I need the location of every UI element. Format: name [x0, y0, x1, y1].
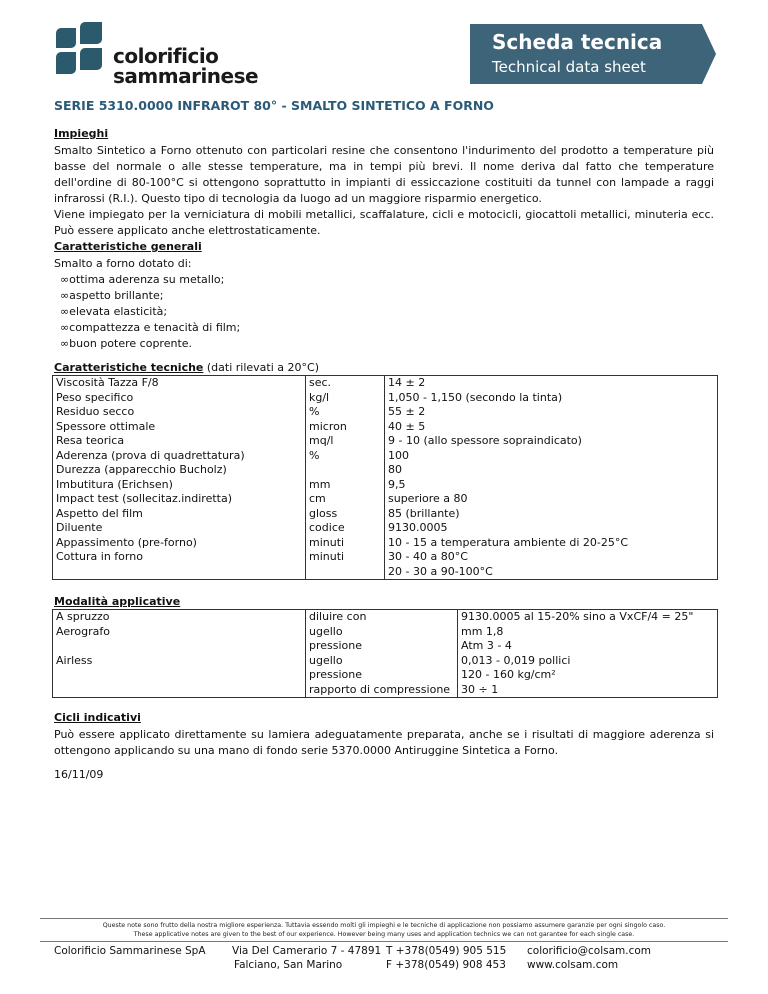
setting-value: 0,013 - 0,019 pollici: [461, 653, 571, 667]
logo-mark: [56, 52, 76, 74]
generali-heading: Caratteristiche generali: [54, 240, 202, 253]
param-value: 9 - 10 (allo spessore sopraindicato): [388, 434, 582, 447]
param-name: Aderenza (prova di quadrettatura): [56, 448, 245, 462]
param-value: 9130.0005: [388, 521, 448, 534]
series-title: SERIE 5310.0000 INFRAROT 80° - SMALTO SINTETICO A FORNO: [54, 98, 494, 113]
fax-number: F +378(0549) 908 453: [386, 959, 506, 971]
param-unit: %: [309, 448, 320, 462]
logo-line1: colorificio: [113, 44, 219, 68]
param-unit: [309, 463, 381, 478]
param-name: Imbutitura (Erichsen): [56, 477, 173, 491]
param-unit: cm: [309, 492, 326, 505]
bullet-text: buon potere coprente.: [69, 337, 193, 350]
param-unit: kg/l: [309, 390, 330, 404]
param-name: Diluente: [56, 521, 103, 534]
bullet-text: compattezza e tenacità di film;: [69, 321, 241, 334]
param-unit: gloss: [309, 506, 338, 520]
setting-name: pressione: [309, 639, 363, 652]
param-unit: mq/l: [309, 434, 334, 447]
setting-value: 120 - 160 kg/cm²: [461, 668, 556, 681]
tecniche-note: (dati rilevati a 20°C): [203, 361, 319, 374]
setting-name: ugello: [309, 624, 343, 638]
param-value: 80: [388, 463, 402, 476]
setting-value: Atm 3 - 4: [461, 639, 512, 652]
applicative-table: [52, 609, 718, 698]
param-name: Durezza (apparecchio Bucholz): [56, 463, 227, 476]
logo-mark: [80, 22, 102, 44]
method-name: [56, 639, 302, 654]
cicli-text: Può essere applicato direttamente su lamiera adeguatamente preparata, anche se i risultati di maggiore aderenza si ottengono applicando su una mano di fondo serie 5370.0000 Antiruggine Sintetica a Forno.: [54, 728, 714, 757]
setting-name: rapporto di compressione: [309, 682, 451, 696]
param-unit: %: [309, 405, 320, 418]
param-value: 1,050 - 1,150 (secondo la tinta): [388, 390, 563, 404]
bullet-text: aspetto brillante;: [69, 289, 164, 302]
tecniche-heading-line: [54, 361, 319, 374]
bullet-text: ottima aderenza su metallo;: [69, 273, 225, 286]
param-name: Appassimento (pre-forno): [56, 535, 197, 549]
param-value: 20 - 30 a 90-100°C: [388, 564, 493, 578]
logo-line2: sammarinese: [113, 64, 259, 88]
applicative-heading: Modalità applicative: [54, 595, 181, 608]
generali-list: [54, 272, 240, 352]
tecniche-heading: Caratteristiche tecniche: [54, 361, 204, 374]
setting-name: diluire con: [309, 610, 367, 623]
param-name: Cottura in forno: [56, 550, 143, 563]
param-name: Viscosità Tazza F/8: [56, 376, 159, 389]
unit-column: [306, 376, 385, 580]
list-item: ∞buon potere coprente.: [60, 337, 193, 350]
cicli-heading: Cicli indicativi: [54, 711, 141, 724]
impieghi-heading: Impieghi: [54, 127, 109, 140]
address-line2: Falciano, San Marino: [234, 959, 343, 971]
phone-number: T +378(0549) 905 515: [386, 945, 507, 957]
setting-name: ugello: [309, 653, 343, 667]
param-name: Resa teorica: [56, 434, 125, 447]
param-name: Residuo secco: [56, 405, 135, 418]
banner-title: Scheda tecnica: [492, 30, 663, 54]
param-unit: minuti: [309, 550, 345, 563]
param-unit: sec.: [309, 376, 332, 389]
param-value: 100: [388, 448, 409, 462]
list-item: ∞aspetto brillante;: [60, 289, 164, 302]
setting-value: 30 ÷ 1: [461, 682, 499, 696]
param-value: 14 ± 2: [388, 376, 426, 389]
param-name: Spessore ottimale: [56, 419, 156, 433]
param-value: 40 ± 5: [388, 419, 426, 433]
list-item: ∞ottima aderenza su metallo;: [60, 273, 225, 286]
method-name: A spruzzo: [56, 610, 110, 623]
param-value: 55 ± 2: [388, 405, 426, 418]
method-name: [56, 668, 302, 683]
generali-intro: Smalto a forno dotato di:: [54, 257, 192, 270]
param-name: Impact test (sollecitaz.indiretta): [56, 492, 232, 505]
setting-value: 9130.0005 al 15-20% sino a VxCF/4 = 25": [461, 610, 694, 623]
setting-column: [306, 610, 458, 698]
method-column: [53, 610, 306, 698]
setting-value: mm 1,8: [461, 624, 504, 638]
list-item: ∞elevata elasticità;: [60, 305, 168, 318]
setting-name: pressione: [309, 668, 363, 681]
param-value: 10 - 15 a temperatura ambiente di 20-25°C: [388, 535, 629, 549]
method-name: Airless: [56, 653, 93, 667]
param-unit: minuti: [309, 535, 345, 549]
footer-address: [232, 944, 381, 972]
param-name: Aspetto del film: [56, 506, 143, 520]
website-link[interactable]: www.colsam.com: [527, 959, 619, 971]
method-name: Aerografo: [56, 624, 110, 638]
footer-contacts: [386, 944, 506, 972]
logo-mark: [80, 48, 102, 70]
email-link[interactable]: colorificio@colsam.com: [527, 945, 652, 957]
param-value: 85 (brillante): [388, 506, 460, 520]
table-row: [53, 610, 718, 698]
param-unit: codice: [309, 521, 345, 534]
param-column: [53, 376, 306, 580]
footer-company: Colorificio Sammarinese SpA: [54, 945, 206, 957]
table-row: [53, 376, 718, 580]
footer-online: [527, 944, 651, 972]
param-unit: micron: [309, 419, 347, 433]
document-date: 16/11/09: [54, 768, 104, 781]
company-logo: [56, 22, 306, 88]
disclaimer-italian: Queste note sono frutto della nostra migliore esperienza. Tuttavia essendo molti gli impieghi e le tecniche di applicazione non possiamo assumere garanzie per ogni singolo caso.: [102, 922, 666, 929]
value-column: [385, 376, 718, 580]
param-value: 30 - 40 a 80°C: [388, 550, 468, 563]
impieghi-text: [54, 143, 714, 239]
impieghi-paragraph-2: Viene impiegato per la verniciatura di mobili metallici, scaffalature, cicli e motocicli, giocattoli metallici, minuteria ecc. Può essere applicato anche elettrostaticamente.: [54, 208, 714, 237]
method-name: [56, 683, 302, 698]
tecniche-table: [52, 375, 718, 580]
bullet-text: elevata elasticità;: [69, 305, 168, 318]
datasheet-banner: [470, 24, 716, 84]
param-value: 9,5: [388, 477, 406, 491]
setting-value-column: [458, 610, 718, 698]
logo-mark: [56, 28, 76, 48]
disclaimer: [40, 918, 728, 942]
param-unit: mm: [309, 477, 331, 491]
list-item: ∞compattezza e tenacità di film;: [60, 321, 241, 334]
param-value: superiore a 80: [388, 492, 468, 505]
banner-subtitle: Technical data sheet: [492, 58, 646, 76]
impieghi-paragraph-1: Smalto Sintetico a Forno ottenuto con particolari resine che consentono l'indurimento del prodotto a temperature più basse del normale o alle stesse temperature, ma in tempi più brevi. Il nome deriva dal fatto che temperature dell'ordine di 80-100°C si ottengono soprattutto in impianti di essiccazione costituiti da tunnel con lampade a raggi infrarossi (R.I.). Questo tipo di tecnologia da luogo ad un maggiore risparmio energetico.: [54, 144, 714, 205]
disclaimer-english: These applicative notes are given to the best of our experience. However being many uses and application technics we can not garantee for each single case.: [133, 931, 635, 938]
address-line1: Via Del Camerario 7 - 47891: [232, 945, 382, 957]
param-name: Peso specifico: [56, 390, 134, 404]
